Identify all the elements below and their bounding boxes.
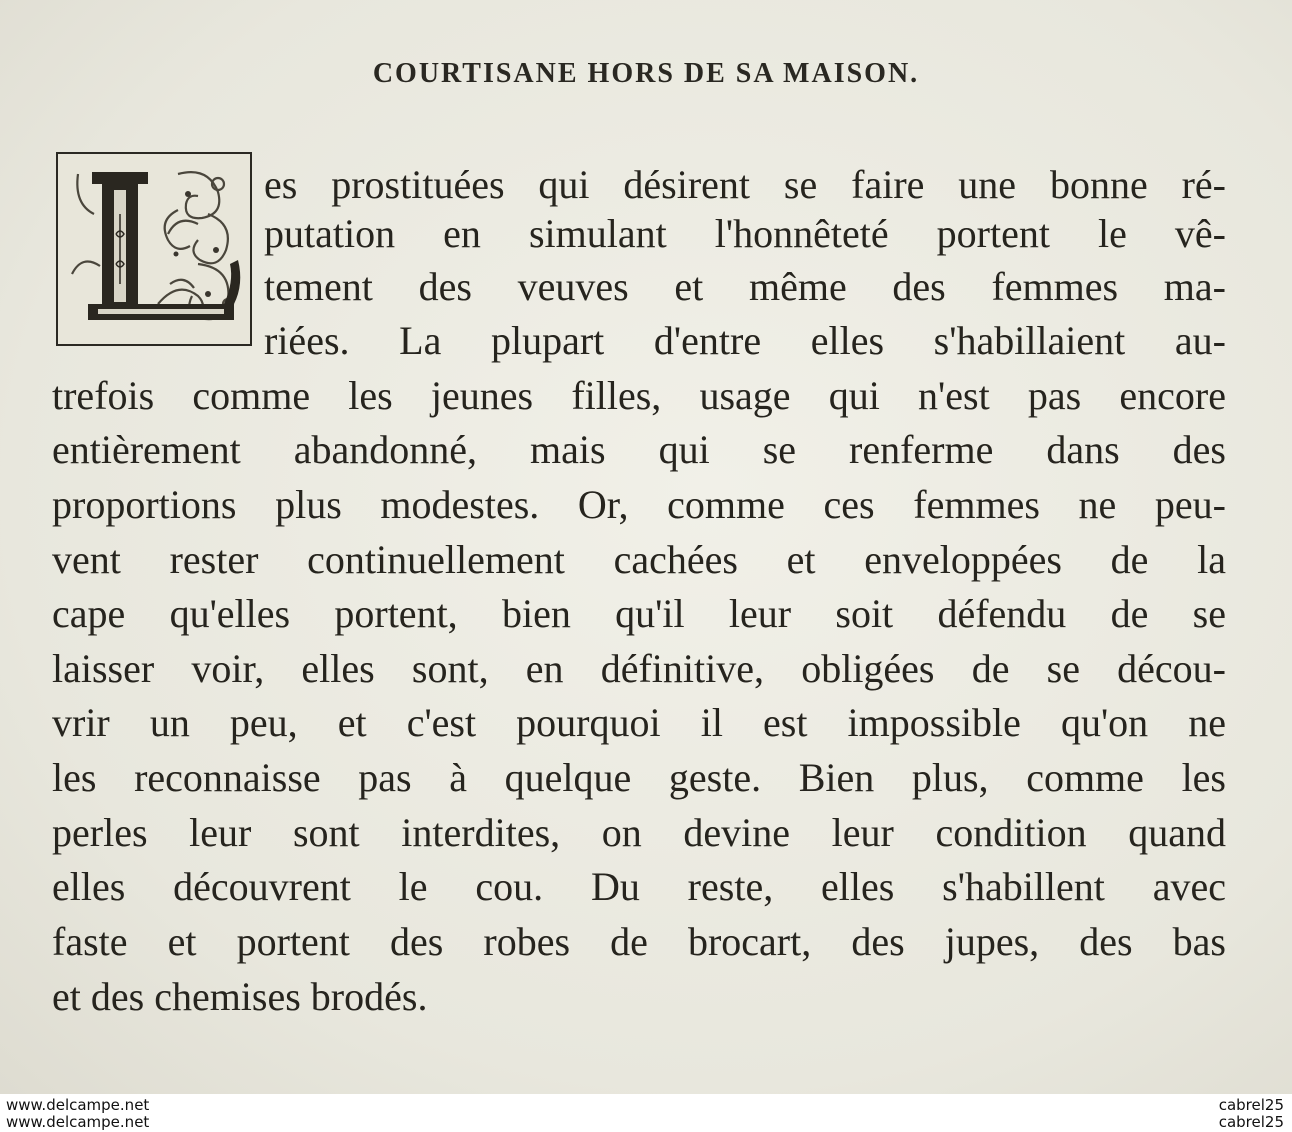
text-line-last: et des chemises brodés.	[52, 974, 428, 1019]
text-line: vent rester continuellement cachées et enveloppées de la	[52, 537, 1226, 582]
text-line: cape qu'elles portent, bien qu'il leur soit défendu de se	[52, 591, 1226, 636]
watermark-seller: cabrel25	[1218, 1096, 1284, 1114]
text-line: proportions plus modestes. Or, comme ces femmes ne peu-	[52, 482, 1226, 527]
watermark-seller: cabrel25	[1218, 1113, 1284, 1131]
watermark-bar	[0, 1094, 1292, 1132]
text-line: es prostituées qui désirent se faire une bonne ré-	[264, 162, 1226, 207]
watermark-site: www.delcampe.net	[6, 1096, 150, 1114]
text-line: perles leur sont interdites, on devine leur condition quand	[52, 810, 1226, 855]
text-line: vrir un peu, et c'est pourquoi il est impossible qu'on ne	[52, 700, 1226, 745]
text-line: laisser voir, elles sont, en définitive, obligées de se décou-	[52, 646, 1226, 691]
text-line: elles découvrent le cou. Du reste, elles s'habillent avec	[52, 864, 1226, 909]
text-line: riées. La plupart d'entre elles s'habillaient au-	[264, 318, 1226, 363]
text-line: putation en simulant l'honnêteté portent le vê-	[264, 211, 1226, 256]
text-line: entièrement abandonné, mais qui se renferme dans des	[52, 427, 1226, 472]
text-line: faste et portent des robes de brocart, des jupes, des bas	[52, 919, 1226, 964]
watermark-site: www.delcampe.net	[6, 1113, 150, 1131]
page-title: COURTISANE HORS DE SA MAISON.	[372, 58, 920, 89]
text-line: trefois comme les jeunes filles, usage qui n'est pas encore	[52, 373, 1226, 418]
text-line: les reconnaisse pas à quelque geste. Bien plus, comme les	[52, 755, 1226, 800]
text-line: tement des veuves et même des femmes ma-	[264, 264, 1226, 309]
